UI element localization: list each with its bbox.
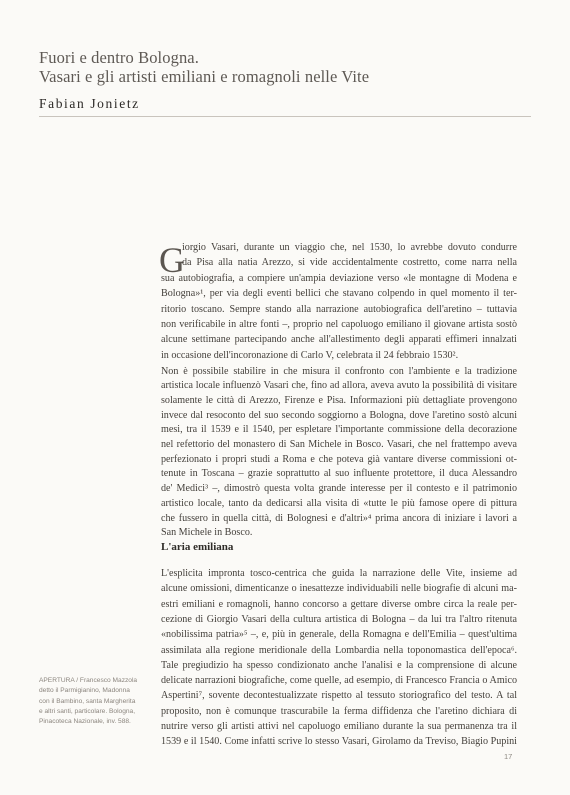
text-line: che fussero in quella città, di Bolognesi e d'altri»⁴ prima ancora di iniziare i lavori a xyxy=(161,512,517,524)
text-line: non verificabile in altre fonti –, proprio nel capoluogo emiliano il giovane artista sostò xyxy=(161,319,517,330)
text-line: in occasione dell'incoronazione di Carlo V, celebrata il 24 febbraio 1530². xyxy=(161,349,459,361)
text-line: cezione di Giorgio Vasari della cultura artistica di Bologna – da lui tra l'altro ritenuta xyxy=(161,613,517,625)
page-number: 17 xyxy=(504,752,513,761)
text-line: alcune omissioni, dimenticanze o inesattezze individuabili nelle biografie di alcuni ma- xyxy=(161,583,517,595)
text-line: «nobilissima patria»⁵ –, e, più in generale, della Romagna e dell'Emilia – quest'ultima xyxy=(161,629,517,641)
text-line: L'esplicita impronta tosco-centrica che guida la narrazione delle Vite, insieme ad xyxy=(161,568,517,579)
text-line: artistico locale, tanto da dedicarsi alla visita di «tutte le più famose opere di pittura xyxy=(161,497,517,509)
text-line: alcune settimane partecipando anche all'allestimento degli apparati effimeri innalzati xyxy=(161,334,517,346)
text-line: delicate narrazioni biografiche, come quelle, ad esempio, di Francesco Francia o Amico xyxy=(161,675,517,687)
title-line-2: Vasari e gli artisti emiliani e romagnoli nelle Vite xyxy=(39,67,370,86)
text-line: San Michele in Bosco. xyxy=(161,527,253,539)
text-line: Non è possibile stabilire in che misura il confronto con l'ambiente e la tradizione xyxy=(161,365,517,377)
text-line: 1539 e il 1540. Come infatti scrive lo stesso Vasari, Girolamo da Treviso, Biagio Pupini xyxy=(161,736,517,748)
text-line: invece dal resoconto del suo secondo soggiorno a Bologna, dove l'aretino sostò alcuni xyxy=(161,409,517,421)
section-heading: L'aria emiliana xyxy=(161,541,234,553)
text-line: ritorio toscano. Sempre stando alla narrazione autobiografica dell'aretino – tuttavia xyxy=(161,303,517,315)
text-line: perfezionato i propri studi a Roma e che poteva già vantare diverse commissioni ot- xyxy=(161,453,517,465)
caption-line: con il Bambino, santa Margherita xyxy=(39,697,136,705)
caption-line: Pinacoteca Nazionale, inv. 588. xyxy=(39,718,131,726)
text-line: artistica locale influenzò Vasari che, fino ad allora, aveva avuto la possibilità di visitare xyxy=(161,380,517,392)
text-line: tenute in Toscana – grazie soprattutto al suo influente protettore, il duca Alessandro xyxy=(161,468,517,480)
text-line: Tale pregiudizio ha spesso condizionato anche l'analisi e la comprensione di alcune xyxy=(161,659,517,671)
text-line: Bologna»¹, per via degli eventi bellici che stavano colpendo in quel momento il ter- xyxy=(161,288,517,300)
text-line: assimilata alla regione meridionale della Lombardia nella toponomastica dell'epoca⁶. xyxy=(161,644,517,656)
caption-line: APERTURA / Francesco Mazzola xyxy=(39,677,138,684)
header-divider xyxy=(39,116,531,117)
text-line: proposito, non è comunque trascurabile la ferma diffidenza che l'aretino dichiara di xyxy=(161,705,517,717)
text-line: estri emiliani e romagnoli, hanno concorso a gettare diverse ombre circa la reale per- xyxy=(161,598,517,610)
caption-line: detto il Parmigianino, Madonna xyxy=(39,687,130,695)
text-line: Aspertini⁷, sovente decontestualizzate rispetto al tessuto storiografico del testo. A tal xyxy=(161,690,517,702)
drop-cap: G xyxy=(159,240,185,280)
author-name: Fabian Jonietz xyxy=(39,96,140,111)
text-line: iorgio Vasari, durante un viaggio che, nel 1530, lo avrebbe dovuto condurre xyxy=(182,242,517,253)
title-line-1: Fuori e dentro Bologna. xyxy=(39,48,199,67)
text-line: nel refettorio del monastero di San Michele in Bosco. Vasari, che nel frattempo aveva xyxy=(161,439,517,450)
text-line: da Pisa alla natia Arezzo, si vide accidentalmente costretto, come narra nella xyxy=(182,257,517,269)
text-line: mesi, tra il 1539 e il 1540, per espletare l'importante commissione della decorazione xyxy=(161,424,517,436)
text-line: sua autobiografia, a compiere un'ampia deviazione verso «le montagne di Modena e xyxy=(161,272,517,284)
text-line: nutrire verso gli artisti attivi nel capoluogo emiliano durante la sua permanenza tra il xyxy=(161,721,517,732)
text-line: solamente le città di Arezzo, Firenze e Pisa. Informazioni più dettagliate provengono xyxy=(161,394,517,406)
caption-line: e altri santi, particolare. Bologna, xyxy=(39,707,136,715)
text-line: de' Medici³ –, dimostrò questa volta grande interesse per il contesto e il patrimonio xyxy=(161,483,517,495)
